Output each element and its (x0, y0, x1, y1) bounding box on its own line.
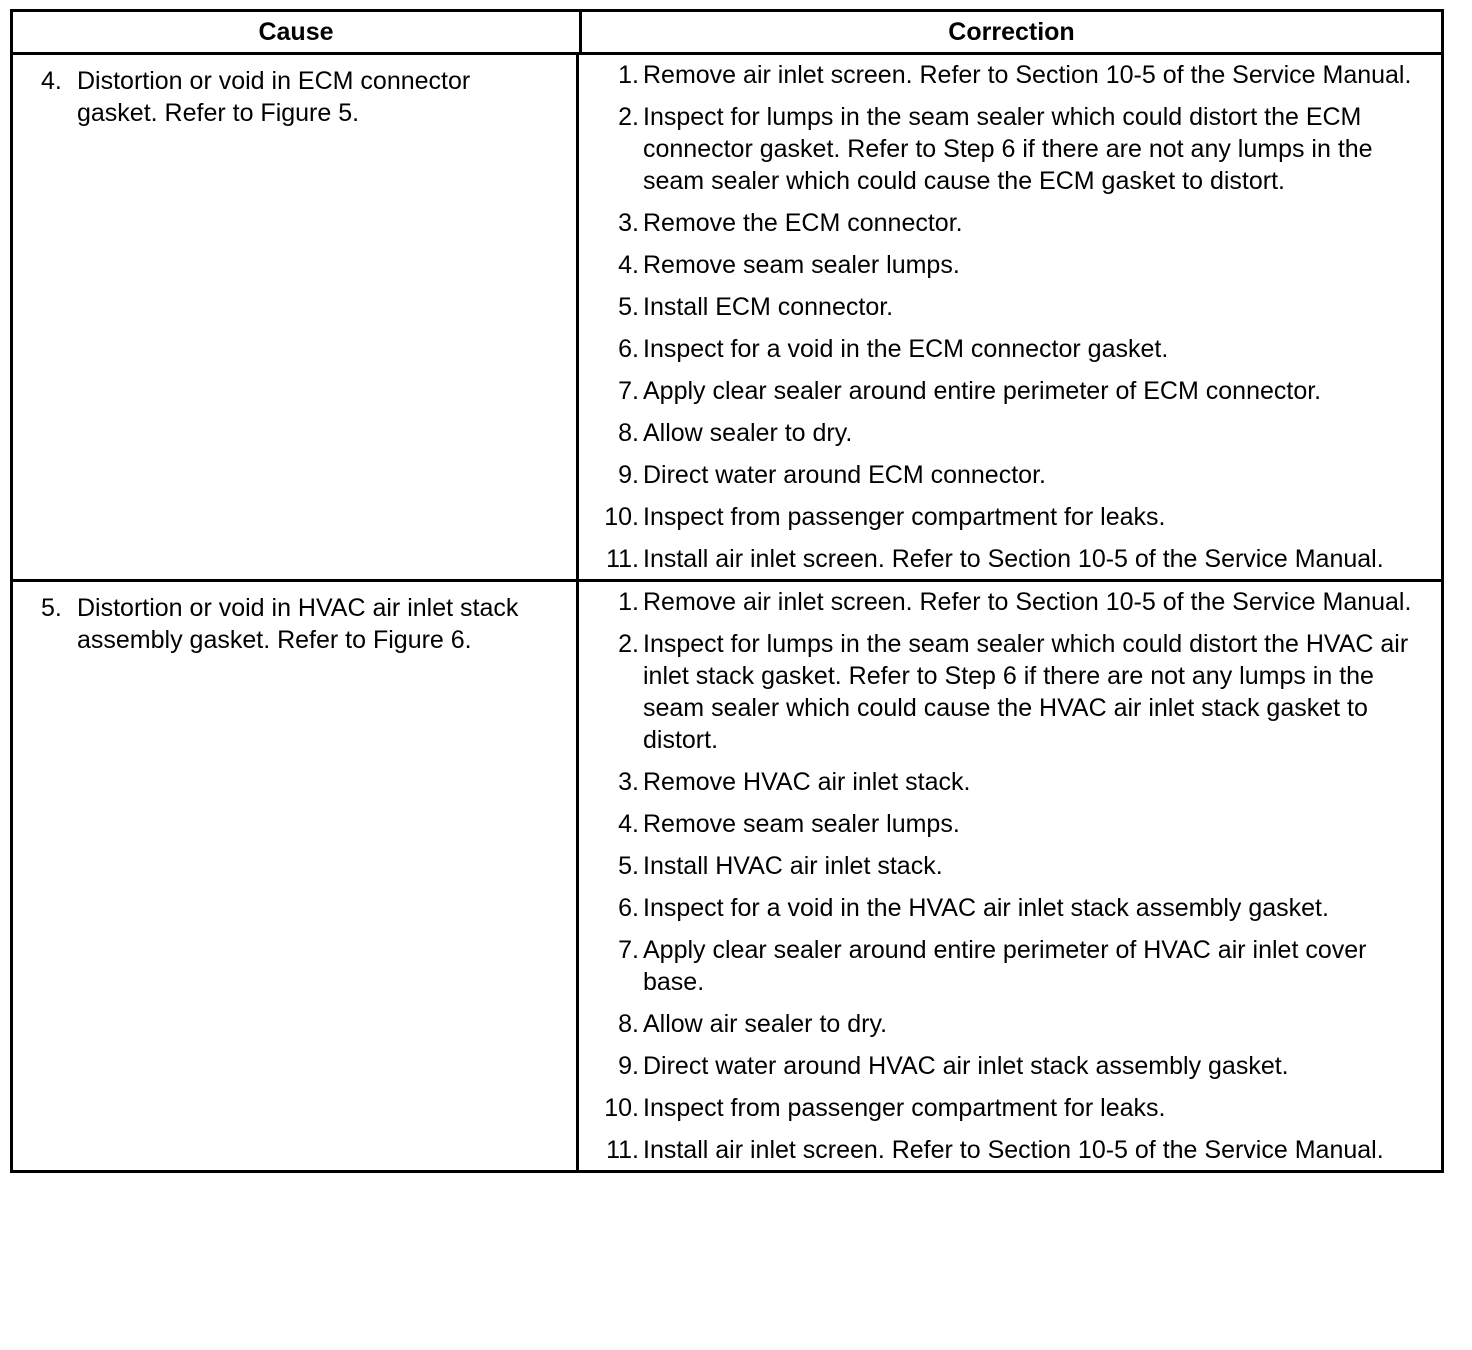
correction-step (579, 291, 1431, 323)
correction-step (579, 1008, 1431, 1040)
step-text: Inspect for a void in the HVAC air inlet stack assembly gasket. (643, 894, 1329, 922)
step-number: 10. (604, 503, 639, 531)
correction-step (579, 375, 1431, 407)
step-text: Remove seam sealer lumps. (643, 251, 960, 279)
correction-step (579, 1050, 1431, 1082)
step-number: 11. (606, 1136, 639, 1164)
step-number: 6. (618, 335, 639, 363)
correction-step (579, 1092, 1431, 1124)
step-number: 10. (604, 1094, 639, 1122)
correction-column-header: Correction (948, 17, 1075, 46)
correction-step (579, 850, 1431, 882)
step-text: Install air inlet screen. Refer to Section 10-5 of the Service Manual. (643, 1136, 1384, 1164)
step-text: Inspect for a void in the ECM connector gasket. (643, 335, 1169, 363)
step-number: 9. (618, 461, 639, 489)
step-text: Install HVAC air inlet stack. (643, 852, 943, 880)
step-text: Install ECM connector. (643, 293, 894, 321)
step-text: Allow sealer to dry. (643, 419, 853, 447)
correction-step (579, 766, 1431, 798)
cause-column-header: Cause (13, 12, 582, 52)
step-number: 3. (618, 768, 639, 796)
step-text: Remove HVAC air inlet stack. (643, 768, 971, 796)
step-number: 1. (618, 61, 639, 89)
table-header (13, 12, 1441, 55)
correction-step (579, 333, 1431, 365)
correction-step (579, 101, 1431, 197)
step-number: 9. (618, 1052, 639, 1080)
step-number: 4. (618, 251, 639, 279)
step-text: Apply clear sealer around entire perimeter of HVAC air inlet cover base. (643, 936, 1367, 996)
step-text: Remove air inlet screen. Refer to Section 10-5 of the Service Manual. (643, 588, 1412, 616)
correction-step (579, 628, 1431, 756)
cause-number: 4. (41, 67, 62, 95)
step-number: 2. (618, 630, 639, 658)
correction-step (579, 1134, 1431, 1166)
correction-cell (579, 582, 1441, 1170)
step-number: 6. (618, 894, 639, 922)
correction-step (579, 892, 1431, 924)
correction-step (579, 59, 1431, 91)
table-row (13, 579, 1441, 1170)
correction-step (579, 459, 1431, 491)
cause-cell (13, 582, 579, 1170)
step-number: 5. (618, 852, 639, 880)
step-text: Remove air inlet screen. Refer to Section 10-5 of the Service Manual. (643, 61, 1412, 89)
correction-step (579, 543, 1431, 575)
step-number: 5. (618, 293, 639, 321)
step-number: 3. (618, 209, 639, 237)
step-number: 4. (618, 810, 639, 838)
table-row (13, 55, 1441, 579)
correction-step (579, 586, 1431, 618)
cause-cell (13, 55, 579, 579)
step-text: Inspect for lumps in the seam sealer which could distort the HVAC air inlet stack gasket. Refer to Step 6 if there are not any lumps in the seam sealer which could cause the HVAC air inlet stack gasket to distort. (643, 630, 1409, 754)
cause-item (41, 65, 556, 129)
cause-item (41, 592, 556, 656)
step-text: Direct water around HVAC air inlet stack assembly gasket. (643, 1052, 1289, 1080)
step-number: 8. (618, 419, 639, 447)
correction-step (579, 207, 1431, 239)
step-number: 2. (618, 103, 639, 131)
correction-step (579, 808, 1431, 840)
cause-correction-table (10, 9, 1444, 1173)
correction-cell (579, 55, 1441, 579)
cause-number: 5. (41, 594, 62, 622)
step-text: Install air inlet screen. Refer to Section 10-5 of the Service Manual. (643, 545, 1384, 573)
correction-step (579, 934, 1431, 998)
step-text: Inspect from passenger compartment for leaks. (643, 503, 1166, 531)
correction-step (579, 501, 1431, 533)
step-text: Apply clear sealer around entire perimeter of ECM connector. (643, 377, 1322, 405)
table-body (13, 55, 1441, 1170)
step-text: Direct water around ECM connector. (643, 461, 1046, 489)
correction-step (579, 249, 1431, 281)
cause-text: Distortion or void in ECM connector gasket. Refer to Figure 5. (77, 67, 471, 127)
step-number: 7. (618, 377, 639, 405)
correction-step (579, 417, 1431, 449)
step-text: Inspect for lumps in the seam sealer which could distort the ECM connector gasket. Refer to Step 6 if there are not any lumps in the seam sealer which could cause the ECM gasket to distort. (643, 103, 1373, 195)
step-text: Remove the ECM connector. (643, 209, 963, 237)
cause-text: Distortion or void in HVAC air inlet stack assembly gasket. Refer to Figure 6. (77, 594, 519, 654)
step-number: 8. (618, 1010, 639, 1038)
step-text: Allow air sealer to dry. (643, 1010, 888, 1038)
step-text: Remove seam sealer lumps. (643, 810, 960, 838)
step-number: 11. (606, 545, 639, 573)
step-number: 1. (618, 588, 639, 616)
step-number: 7. (618, 936, 639, 964)
step-text: Inspect from passenger compartment for leaks. (643, 1094, 1166, 1122)
